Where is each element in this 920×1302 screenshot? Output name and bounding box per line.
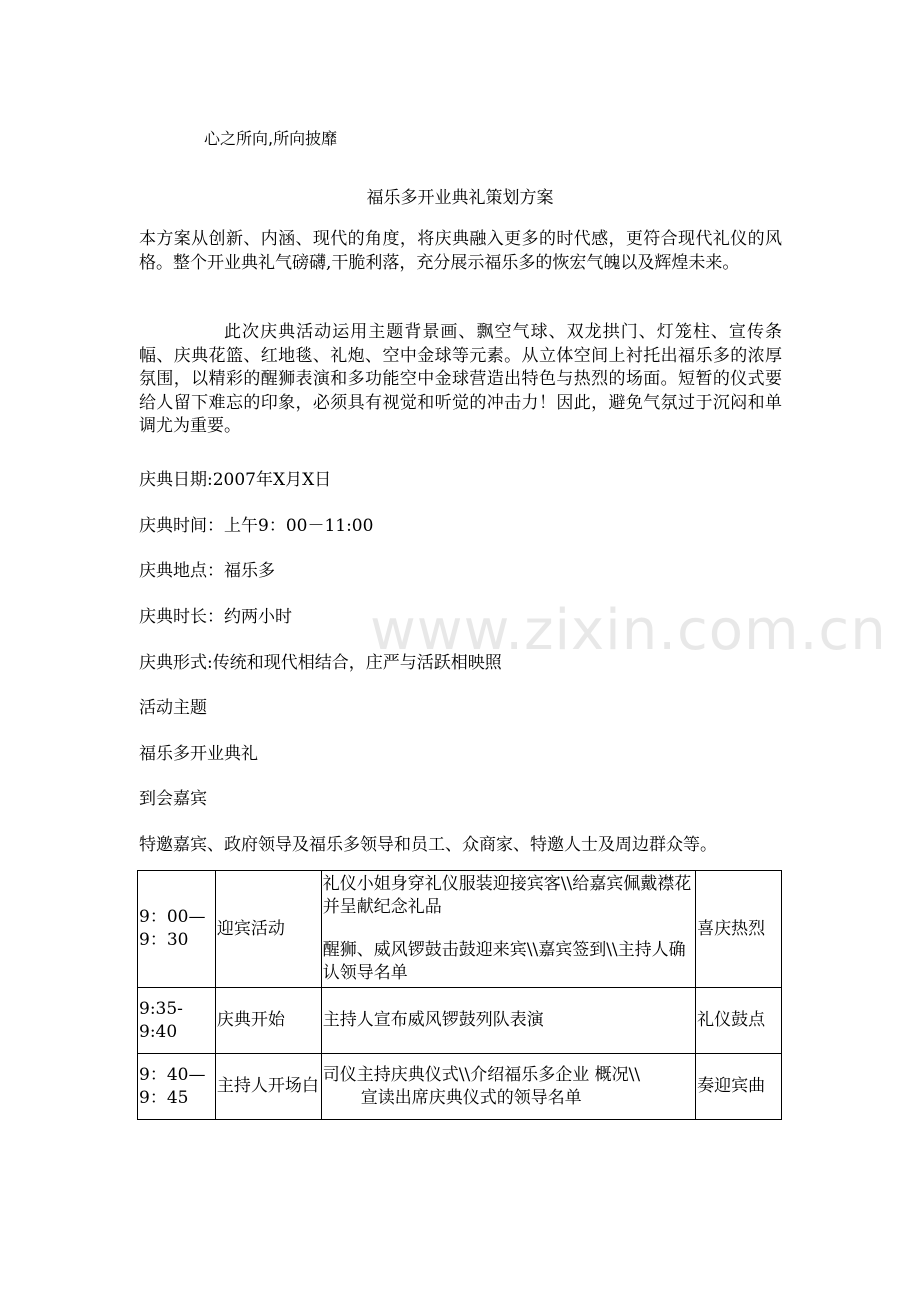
theme-label: 活动主题 [139, 698, 207, 718]
schedule-detail-text: 主持人宣布威风锣鼓列队表演 [322, 1010, 544, 1030]
schedule-time-cell: 9:35-9:40 [138, 988, 216, 1054]
schedule-item-cell: 迎宾活动 [215, 871, 321, 988]
document-title: 福乐多开业典礼策划方案 [366, 188, 554, 208]
schedule-item-cell: 主持人开场白 [215, 1054, 321, 1120]
ceremony-time: 庆典时间：上午9：00－11:00 [139, 516, 374, 536]
description-paragraph: 此次庆典活动运用主题背景画、飘空气球、双龙拱门、灯笼柱、宣传条幅、庆典花篮、红地毯、礼炮、空中金球等元素。从立体空间上衬托出福乐多的浓厚氛围，以精彩的醒狮表演和多功能空中金球营造出特色与热烈的场面。短暂的仪式要给人留下难忘的印象，必须具有视觉和听觉的冲击力！因此，避免气氛过于沉闷和单调尤为重要。 [139, 322, 782, 436]
schedule-music-cell: 喜庆热烈 [696, 871, 782, 988]
schedule-time-cell: 9：40—9：45 [138, 1054, 216, 1120]
watermark: www.zixin.com.cn [370, 598, 887, 663]
schedule-detail-text: 司仪主持庆典仪式\\介绍福乐多企业 概况\\ [322, 1064, 641, 1085]
schedule-detail-cell [321, 988, 695, 1054]
schedule-detail-cell [321, 1054, 695, 1120]
table-row [138, 871, 782, 988]
schedule-detail-cell [321, 871, 695, 988]
schedule-detail-text: 醒狮、威风锣鼓击鼓迎来宾\\嘉宾签到\\主持人确认领导名单 [322, 940, 686, 983]
guests-value: 特邀嘉宾、政府领导及福乐多领导和员工、众商家、特邀人士及周边群众等。 [139, 835, 717, 855]
schedule-item-cell: 庆典开始 [215, 988, 321, 1054]
motto-header: 心之所向,所向披靡 [204, 129, 338, 148]
ceremony-form: 庆典形式:传统和现代相结合，庄严与活跃相映照 [139, 653, 502, 673]
ceremony-place: 庆典地点：福乐多 [139, 561, 275, 581]
intro-paragraph: 本方案从创新、内涵、现代的角度，将庆典融入更多的时代感，更符合现代礼仪的风格。整个开业典礼气磅礴,干脆利落，充分展示福乐多的恢宏气魄以及辉煌未来。 [139, 229, 782, 273]
theme-value: 福乐多开业典礼 [139, 744, 258, 764]
schedule-music-cell: 礼仪鼓点 [696, 988, 782, 1054]
schedule-table [137, 870, 782, 1120]
ceremony-duration: 庆典时长：约两小时 [139, 607, 292, 627]
schedule-detail-text: 礼仪小姐身穿礼仪服装迎接宾客\\给嘉宾佩戴襟花并呈献纪念礼品 [322, 874, 692, 917]
guests-label: 到会嘉宾 [139, 789, 207, 809]
table-row [138, 988, 782, 1054]
schedule-music-cell: 奏迎宾曲 [696, 1054, 782, 1120]
ceremony-date: 庆典日期:2007年X月X日 [139, 470, 332, 490]
table-row [138, 1054, 782, 1120]
schedule-detail-text: 宣读出席庆典仪式的领导名单 [360, 1087, 582, 1108]
schedule-time-cell: 9：00—9：30 [138, 871, 216, 988]
